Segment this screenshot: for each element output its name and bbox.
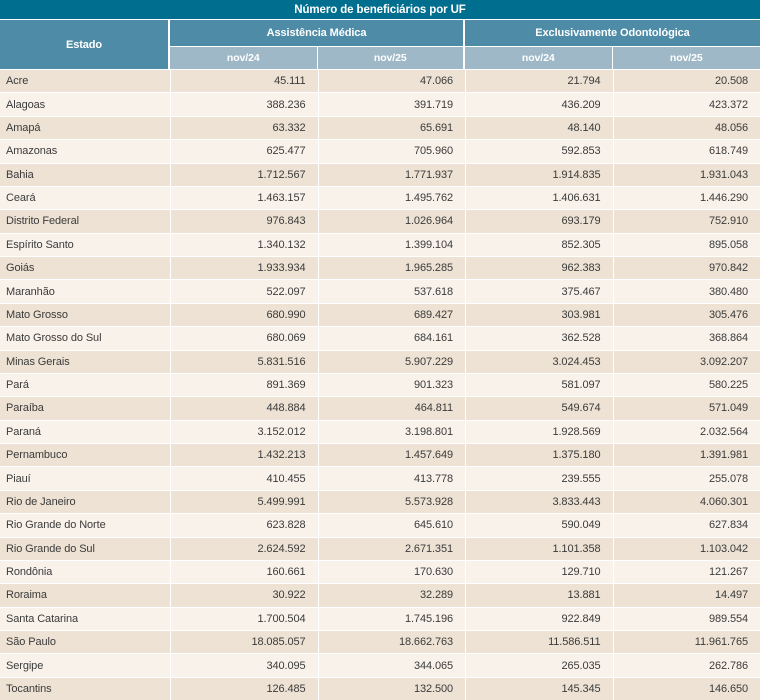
table-row [0, 561, 760, 584]
value-cell: 129.710 [465, 561, 613, 583]
table-row [0, 351, 760, 374]
column-header-estado: Estado [0, 20, 170, 69]
value-cell: 3.198.801 [318, 421, 466, 443]
value-cell: 3.092.207 [613, 351, 760, 373]
value-cell: 976.843 [170, 210, 318, 232]
table-row [0, 234, 760, 257]
state-name: Alagoas [6, 98, 46, 111]
value-cell: 18.662.763 [318, 631, 466, 653]
table-row [0, 584, 760, 607]
value-cell: 48.056 [613, 117, 760, 139]
state-name: Roraima [6, 589, 47, 602]
state-name: Paraná [6, 425, 41, 438]
table-row [0, 117, 760, 140]
value-cell: 18.085.057 [170, 631, 318, 653]
value-cell: 11.961.765 [613, 631, 760, 653]
value-cell: 45.111 [170, 70, 318, 92]
table-row [0, 608, 760, 631]
value-cell: 580.225 [613, 374, 760, 396]
value-cell: 126.485 [170, 678, 318, 700]
value-cell: 423.372 [613, 93, 760, 115]
table-row [0, 514, 760, 537]
table-row [0, 70, 760, 93]
subcolumn-header-am-nov24: nov/24 [170, 46, 318, 69]
table-row [0, 257, 760, 280]
value-cell: 13.881 [465, 584, 613, 606]
value-cell: 63.332 [170, 117, 318, 139]
state-name: Minas Gerais [6, 355, 70, 368]
value-cell: 1.745.196 [318, 608, 466, 630]
value-cell: 65.691 [318, 117, 466, 139]
value-cell: 464.811 [318, 397, 466, 419]
value-cell: 1.399.104 [318, 234, 466, 256]
table-row [0, 421, 760, 444]
value-cell: 5.573.928 [318, 491, 466, 513]
value-cell: 30.922 [170, 584, 318, 606]
value-cell: 3.024.453 [465, 351, 613, 373]
value-cell: 410.455 [170, 467, 318, 489]
table-row [0, 397, 760, 420]
value-cell: 684.161 [318, 327, 466, 349]
table-row [0, 164, 760, 187]
value-cell: 1.457.649 [318, 444, 466, 466]
value-cell: 5.499.991 [170, 491, 318, 513]
state-name: Sergipe [6, 659, 44, 672]
value-cell: 305.476 [613, 304, 760, 326]
value-cell: 1.101.358 [465, 538, 613, 560]
value-cell: 1.406.631 [465, 187, 613, 209]
state-name: Amapá [6, 121, 41, 134]
value-cell: 1.933.934 [170, 257, 318, 279]
table-row [0, 210, 760, 233]
value-cell: 20.508 [613, 70, 760, 92]
state-name: Piauí [6, 472, 31, 485]
value-cell: 705.960 [318, 140, 466, 162]
state-name: São Paulo [6, 636, 56, 649]
state-name: Mato Grosso do Sul [6, 332, 102, 345]
value-cell: 1.463.157 [170, 187, 318, 209]
value-cell: 388.236 [170, 93, 318, 115]
value-cell: 145.345 [465, 678, 613, 700]
state-name: Rio Grande do Sul [6, 542, 95, 555]
subcolumn-header-am-nov25: nov/25 [318, 46, 466, 69]
value-cell: 344.065 [318, 654, 466, 676]
value-cell: 368.864 [613, 327, 760, 349]
value-cell: 1.446.290 [613, 187, 760, 209]
value-cell: 581.097 [465, 374, 613, 396]
value-cell: 680.990 [170, 304, 318, 326]
value-cell: 1.340.132 [170, 234, 318, 256]
value-cell: 645.610 [318, 514, 466, 536]
table-row [0, 444, 760, 467]
value-cell: 362.528 [465, 327, 613, 349]
value-cell: 255.078 [613, 467, 760, 489]
table-row [0, 327, 760, 350]
state-name: Santa Catarina [6, 612, 78, 625]
value-cell: 1.700.504 [170, 608, 318, 630]
table-row [0, 140, 760, 163]
value-cell: 590.049 [465, 514, 613, 536]
value-cell: 239.555 [465, 467, 613, 489]
state-name: Maranhão [6, 285, 55, 298]
value-cell: 537.618 [318, 280, 466, 302]
value-cell: 48.140 [465, 117, 613, 139]
value-cell: 380.480 [613, 280, 760, 302]
table-row [0, 467, 760, 490]
state-name: Goiás [6, 262, 35, 275]
value-cell: 1.928.569 [465, 421, 613, 443]
value-cell: 970.842 [613, 257, 760, 279]
value-cell: 2.032.564 [613, 421, 760, 443]
value-cell: 1.965.285 [318, 257, 466, 279]
state-name: Espírito Santo [6, 238, 74, 251]
state-name: Rondônia [6, 566, 53, 579]
value-cell: 689.427 [318, 304, 466, 326]
state-name: Tocantins [6, 682, 52, 695]
table-row [0, 280, 760, 303]
value-cell: 340.095 [170, 654, 318, 676]
value-cell: 2.624.592 [170, 538, 318, 560]
table-row [0, 304, 760, 327]
table-row [0, 538, 760, 561]
value-cell: 413.778 [318, 467, 466, 489]
table-body [0, 70, 760, 700]
value-cell: 1.931.043 [613, 164, 760, 186]
value-cell: 4.060.301 [613, 491, 760, 513]
value-cell: 571.049 [613, 397, 760, 419]
value-cell: 1.914.835 [465, 164, 613, 186]
value-cell: 901.323 [318, 374, 466, 396]
value-cell: 121.267 [613, 561, 760, 583]
subcolumn-header-eo-nov24: nov/24 [465, 46, 613, 69]
state-name: Amazonas [6, 145, 58, 158]
value-cell: 21.794 [465, 70, 613, 92]
table-row [0, 678, 760, 700]
state-name: Acre [6, 75, 29, 88]
state-name: Pará [6, 379, 29, 392]
value-cell: 618.749 [613, 140, 760, 162]
value-cell: 47.066 [318, 70, 466, 92]
value-cell: 891.369 [170, 374, 318, 396]
subcolumn-header-eo-nov25: nov/25 [613, 46, 760, 69]
value-cell: 592.853 [465, 140, 613, 162]
value-cell: 132.500 [318, 678, 466, 700]
table-row [0, 374, 760, 397]
value-cell: 5.907.229 [318, 351, 466, 373]
value-cell: 1.103.042 [613, 538, 760, 560]
value-cell: 303.981 [465, 304, 613, 326]
value-cell: 3.152.012 [170, 421, 318, 443]
state-name: Rio de Janeiro [6, 495, 76, 508]
value-cell: 448.884 [170, 397, 318, 419]
value-cell: 1.495.762 [318, 187, 466, 209]
table-row [0, 491, 760, 514]
value-cell: 14.497 [613, 584, 760, 606]
value-cell: 32.289 [318, 584, 466, 606]
value-cell: 2.671.351 [318, 538, 466, 560]
value-cell: 680.069 [170, 327, 318, 349]
value-cell: 436.209 [465, 93, 613, 115]
value-cell: 852.305 [465, 234, 613, 256]
state-name: Distrito Federal [6, 215, 79, 228]
value-cell: 962.383 [465, 257, 613, 279]
state-name: Ceará [6, 192, 36, 205]
value-cell: 160.661 [170, 561, 318, 583]
value-cell: 922.849 [465, 608, 613, 630]
state-name: Rio Grande do Norte [6, 519, 106, 532]
table-row [0, 93, 760, 116]
table-row [0, 631, 760, 654]
column-group-exclusivamente-odontologica: Exclusivamente Odontológica [465, 20, 760, 46]
state-name: Pernambuco [6, 449, 68, 462]
value-cell: 391.719 [318, 93, 466, 115]
value-cell: 693.179 [465, 210, 613, 232]
value-cell: 1.771.937 [318, 164, 466, 186]
value-cell: 1.391.981 [613, 444, 760, 466]
column-group-assistencia-medica: Assistência Médica [170, 20, 465, 46]
state-name: Mato Grosso [6, 308, 68, 321]
value-cell: 262.786 [613, 654, 760, 676]
value-cell: 623.828 [170, 514, 318, 536]
value-cell: 627.834 [613, 514, 760, 536]
value-cell: 1.712.567 [170, 164, 318, 186]
value-cell: 375.467 [465, 280, 613, 302]
value-cell: 522.097 [170, 280, 318, 302]
value-cell: 1.375.180 [465, 444, 613, 466]
table-row [0, 187, 760, 210]
value-cell: 146.650 [613, 678, 760, 700]
value-cell: 3.833.443 [465, 491, 613, 513]
value-cell: 625.477 [170, 140, 318, 162]
value-cell: 752.910 [613, 210, 760, 232]
state-name: Paraíba [6, 402, 44, 415]
value-cell: 265.035 [465, 654, 613, 676]
value-cell: 549.674 [465, 397, 613, 419]
state-name: Bahia [6, 168, 34, 181]
value-cell: 895.058 [613, 234, 760, 256]
value-cell: 1.432.213 [170, 444, 318, 466]
table-header [0, 20, 760, 70]
value-cell: 11.586.511 [465, 631, 613, 653]
value-cell: 5.831.516 [170, 351, 318, 373]
value-cell: 170.630 [318, 561, 466, 583]
table-row [0, 654, 760, 677]
value-cell: 1.026.964 [318, 210, 466, 232]
value-cell: 989.554 [613, 608, 760, 630]
table-title: Número de beneficiários por UF [0, 0, 760, 20]
